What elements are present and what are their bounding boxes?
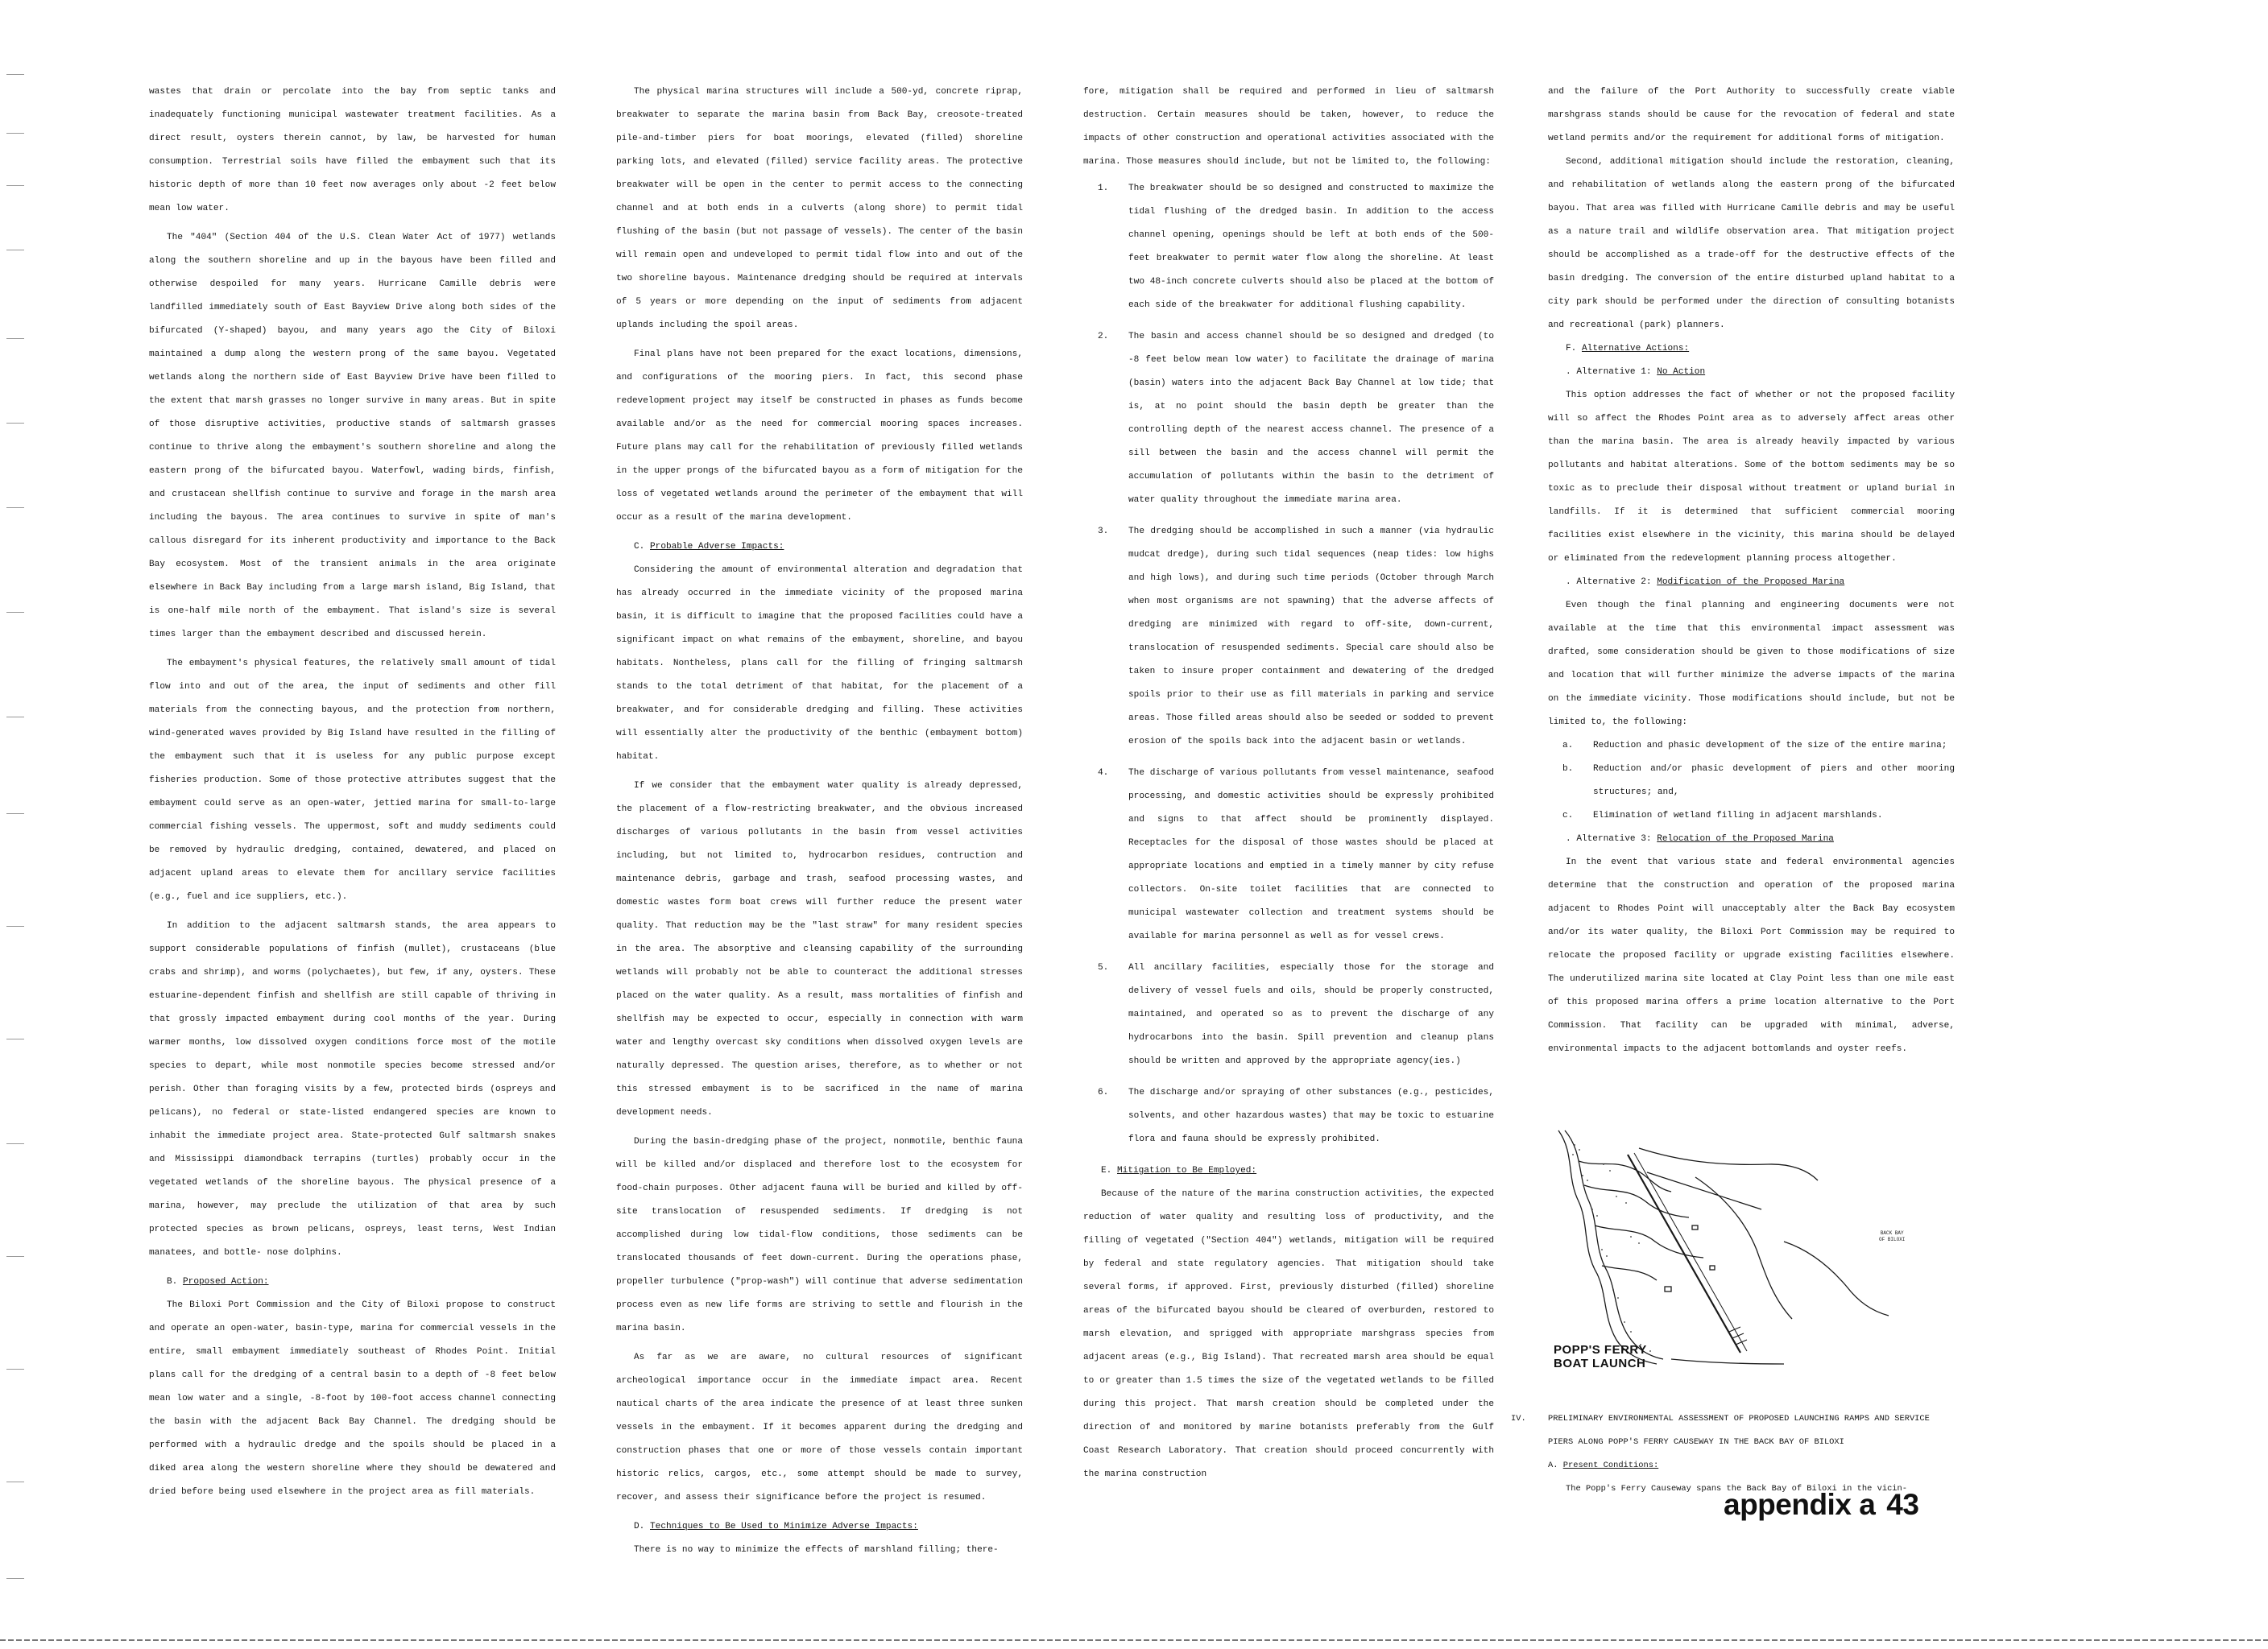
list-item-text: Elimination of wetland filling in adjacent marshlands.: [1593, 811, 1883, 820]
section-numeral: IV.: [1511, 1414, 1526, 1424]
map-label-line: OF BILOXI: [1879, 1237, 1906, 1242]
heading-prefix: B.: [167, 1277, 178, 1287]
alternative-2-heading: [1548, 571, 1955, 594]
map-causeway: [1634, 1153, 1747, 1351]
scan-margin-mark: [6, 612, 24, 613]
list-item: [1083, 762, 1494, 948]
alternative-title: Modification of the Proposed Marina: [1657, 577, 1845, 587]
paragraph: There is no way to minimize the effects of marshland filling; there-: [634, 1545, 999, 1555]
alternative-title: No Action: [1657, 367, 1706, 377]
section-heading-b: [149, 1271, 556, 1294]
map-shoreline: [1565, 1130, 1663, 1359]
scan-margin-mark: [6, 133, 24, 134]
section-heading-f: [1548, 337, 1955, 361]
scan-bottom-edge: [0, 1639, 2268, 1641]
map-shoreline: [1558, 1130, 1657, 1364]
heading-text: Techniques to Be Used to Minimize Adverse Impacts:: [650, 1522, 918, 1531]
figure-caption: [1554, 1343, 1647, 1370]
heading-text: Present Conditions:: [1562, 1461, 1659, 1470]
heading-text: Probable Adverse Impacts:: [650, 542, 784, 552]
map-label-line: BACK BAY: [1880, 1230, 1904, 1236]
page-number: 43: [1886, 1488, 1919, 1521]
alternative-1-heading: [1548, 361, 1955, 384]
paragraph: The physical marina structures will include a 500-yd, concrete riprap, breakwater to separate the marina basin from Back Bay, creosote-treated pile-and-timber piers for boat moorings, elevated (filled) shoreline parking lots, and elevated (filled) service facility areas. The protective breakwater will be open in the center to permit access to the connecting channel and at both ends in a culverts (along shore) to permit tidal flushing of the basin (but not passage of vessels). The center of the basin will remain open and undeveloped to permit tidal flow into and out of the two shoreline bayous. Maintenance dredging should be required at intervals of 5 years or more depending on the input of sediments from adjacent uplands including the spoil areas.: [616, 87, 1023, 330]
list-item: [1548, 758, 1955, 804]
scan-margin-mark: [6, 813, 24, 814]
list-number: 6.: [1098, 1088, 1109, 1097]
paragraph: wastes that drain or percolate into the bay from septic tanks and inadequately functioning municipal wastewater treatment facilities. As a direct result, oysters therein cannot, by law, be harvested for human consumption. Terrestrial soils have filled the embayment such that its historic depth of more than 10 feet now averages only about -2 feet below mean low water.: [149, 87, 556, 213]
paragraph: The embayment's physical features, the relatively small amount of tidal flow into and out of the area, the input of sediments and other fill materials from the connecting bayous, and the protection from northern, wind-generated waves provided by Big Island have resulted in the filling of the embayment such that it is useless for any public purpose except fisheries production. Some of those protective attributes suggest that the embayment could serve as an open-water, jettied marina for small-to-large commercial fishing vessels. The uppermost, soft and muddy sediments could be removed by hydraulic dredging, contained, dewatered, and placed on adjacent upland areas to elevate them for ancillary service facilities (e.g., fuel and ice suppliers, etc.).: [149, 659, 556, 902]
list-number: 2.: [1098, 332, 1109, 341]
paragraph: The Biloxi Port Commission and the City of Biloxi propose to construct and operate an open-water, basin-type, marina for commercial vessels in the entire, small embayment immediately southeast of Rhodes Point. Initial plans call for the dredging of a central basin to a depth of -8 feet below mean low water and a single, -8-foot by 100-foot access channel connecting the basin with the adjacent Back Bay Channel. The dredging should be performed with a hydraulic dredge and the spoils should be placed in a diked area along the western shoreline where they should be dewatered and dried before being used elsewhere in the project area as fill materials.: [149, 1300, 556, 1497]
paragraph: The "404" (Section 404 of the U.S. Clean Water Act of 1977) wetlands along the southern shoreline and up in the bayous have been filled and otherwise despoiled for many years. Hurricane Camille debris were landfilled immediately south of East Bayview Drive along both sides of the bifurcated (Y-shaped) bayou, and many years ago the City of Biloxi maintained a dump along the western prong of the same bayou. Vegetated wetlands along the northern side of East Bayview Drive have been filled to the extent that marsh grasses no longer survive in many areas. But in spite of those disruptive activities, productive stands of saltmarsh grasses continue to thrive along the embayment's southern shoreline and along the eastern prong of the bifurcated bayou. Waterfowl, wading birds, finfish, and crustacean shellfish continue to survive and forage in the marsh area including the bayous. The area continues to survive in spite of man's callous disregard for its inherent productivity and importance to the Back Bay ecosystem. Most of the transient animals in the area originate elsewhere in Back Bay including from a large marsh island, Big Island, that is one-half mile north of the embayment. That island's size is several times larger than the embayment described and discussed herein.: [149, 233, 556, 639]
paragraph: Second, additional mitigation should include the restoration, cleaning, and rehabilitation of wetlands along the eastern prong of the bifurcated bayou. That area was filled with Hurricane Camille debris and may be useful as a nature trail and wildlife observation area. That mitigation project should be accomplished as a trade-off for the destructive effects of the basin dredging. The conversion of the entire disturbed upland habitat to a city park should be performed under the direction of consulting botanists and recreational (park) planners.: [1548, 157, 1955, 330]
text-column-3: [1083, 81, 1494, 1522]
map-linework: [1558, 1130, 1889, 1364]
paragraph: In addition to the adjacent saltmarsh stands, the area appears to support considerable populations of finfish (mullet), crustaceans (blue crabs and shrimp), and worms (polychaetes), but few, if any, oysters. These estuarine-dependent finfish and shellfish are still capable of thriving in that grossly impacted embayment during cool months of the year. During warmer months, low dissolved oxygen conditions force most of the motile species to depart, while most nonmotile species become stressed and/or perish. Other than foraging visits by a few, protected birds (ospreys and pelicans), no federal or state-listed endangered species are known to inhabit the immediate project area. State-protected Gulf saltmarsh snakes and Mississippi diamondback terrapins (turtles) probably occur in the vegetated wetlands of the shoreline bayous. The physical presence of a marina, however, may preclude the utilization of that area by such protected species as brown pelicans, ospreys, least terns, West Indian manatees, and bottle- nose dolphins.: [149, 921, 556, 1258]
paragraph: and the failure of the Port Authority to successfully create viable marshgrass stands should be cause for the revocation of federal and state wetland permits and/or the requirement for additional forms of mitigation.: [1548, 87, 1955, 143]
text-column-1: [149, 81, 556, 1522]
heading-prefix: D.: [634, 1522, 645, 1531]
map-label-back-bay: [1879, 1230, 1905, 1243]
map-bayou: [1595, 1225, 1703, 1258]
list-item: [1083, 325, 1494, 512]
section-heading-a: [1511, 1454, 1955, 1477]
text-column-2: [616, 81, 1023, 1555]
list-item: [1083, 1081, 1494, 1151]
scan-margin-mark: [6, 507, 24, 508]
map-shoreline: [1671, 1359, 1784, 1364]
paragraph: This option addresses the fact of whether or not the proposed facility will so affect the Rhodes Point area as to adversely affect areas other than the marina basin. The area is already heavily impacted by various pollutants and habitat alterations. Some of the bottom sediments may be so toxic as to preclude their disposal without treatment or upland burial in landfills. If it is determined that sufficient commercial mooring facilities exist elsewhere in the vicinity, this marina should be delayed or eliminated from the redevelopment planning process altogether.: [1548, 391, 1955, 564]
section-iv: [1511, 1407, 1955, 1501]
paragraph: Considering the amount of environmental alteration and degradation that has already occurred in the immediate vicinity of the proposed marina basin, it is difficult to imagine that the proposed facilities could have a significant impact on what remains of the embayment, shoreline, and bayou habitats. Nontheless, plans call for the filling of fringing saltmarsh stands to the total detriment of that habitat, for the placement of a breakwater, and for considerable dredging and filling. These activities will essentially alter the productivity of the benthic (embayment bottom) habitat.: [616, 565, 1023, 762]
paragraph: Even though the final planning and engineering documents were not available at the time that this environmental impact assessment was drafted, some consideration should be given to those modifications of size and location that will further minimize the adverse impacts of the marina on the immediate vicinity. Those modifications should include, but not be limited to, the following:: [1548, 601, 1955, 727]
paragraph: If we consider that the embayment water quality is already depressed, the placement of a flow-restricting breakwater, and the obvious increased discharges of various pollutants in the basin from vessel activities including, but not limited to, hydrocarbon residues, contruction and maintenance debris, garbage and trash, seafood processing wastes, and domestic wastes form boat crews will further reduce the present water quality. That reduction may be the "last straw" for many resident species in the area. The absorptive and cleansing capability of the surrounding wetlands will probably not be able to counteract the additional stresses placed on the water quality. As a result, mass mortalities of finfish and shellfish may be expected to occur, especially in connection with warm water and lengthy overcast sky conditions when dissolved oxygen levels are naturally depressed. The question arises, therefore, as to whether or not this stressed embayment is to be sacrificed in the name of marina development needs.: [616, 781, 1023, 1118]
text-column-4: [1548, 81, 1955, 1127]
scan-margin-mark: [6, 1369, 24, 1370]
heading-text: Mitigation to Be Employed:: [1117, 1166, 1257, 1176]
heading-prefix: C.: [634, 542, 645, 552]
heading-prefix: A.: [1548, 1461, 1558, 1470]
list-item: [1083, 177, 1494, 317]
scan-margin-mark: [6, 185, 24, 186]
alternative-prefix: . Alternative 2:: [1566, 577, 1652, 587]
heading-text: Alternative Actions:: [1582, 344, 1690, 353]
list-item-text: The discharge and/or spraying of other substances (e.g., pesticides, solvents, and other hazardous wastes) that may be toxic to estuarine flora and fauna should be expressly prohibited.: [1128, 1088, 1494, 1144]
heading-text: Proposed Action:: [183, 1277, 269, 1287]
paragraph: Because of the nature of the marina construction activities, the expected reduction of water quality and resulting loss of productivity, and the filling of vegetated ("Section 404") wetlands, mitigation will be required by federal and state regulatory agencies. That mitigation should take several forms, if approved. First, previously disturbed (filled) shoreline areas of the bifurcated bayou should be cleared of overburden, restored to marsh elevation, and sprigged with appropriate marshgrass species from adjacent areas (e.g., Big Island). That recreated marsh area should be equal to or greater than 1.5 times the size of the vegetated wetlands to be filled during this project. That marsh creation should be completed under the direction of and monitored by marine botanists preferably from the Gulf Coast Research Laboratory. That creation should proceed concurrently with the marina construction: [1083, 1189, 1494, 1479]
list-item-text: Reduction and/or phasic development of piers and other mooring structures; and,: [1593, 764, 1955, 797]
section-heading-d: [616, 1515, 1023, 1539]
paragraph: fore, mitigation shall be required and performed in lieu of saltmarsh destruction. Certain measures should be taken, however, to reduce the impacts of other construction and operational activities associated with the marina. Those measures should include, but not be limited to, the following:: [1083, 87, 1494, 167]
list-item-text: The dredging should be accomplished in such a manner (via hydraulic mudcat dredge), during such tidal sequences (neap tides: low highs and high lows), and during such time periods (October through March when most organisms are not spawning) that the adverse affects of dredging are minimized with regard to off-site, down-current, translocation of resuspended sediments. Special care should also be taken to insure proper containment and dewatering of the dredged spoils prior to their use as fill materials in parking and service areas. Those filled areas should also be seeded or sodded to prevent erosion of the spoils back into the adjacent basin or wetlands.: [1128, 527, 1494, 746]
list-item-text: All ancillary facilities, especially those for the storage and delivery of vessel fuels and oils, should be properly constructed, maintained, and operated so as to prevent the discharge of any hydrocarbons into the basin. Spill prevention and cleanup plans should be written and approved by the appropriate agency(ies.): [1128, 963, 1494, 1066]
scan-margin-mark: [6, 423, 24, 424]
list-number: 1.: [1098, 184, 1109, 193]
map-facility: [1665, 1287, 1671, 1292]
map-facility: [1692, 1225, 1698, 1230]
alternative-prefix: . Alternative 3:: [1566, 834, 1652, 844]
paragraph: During the basin-dredging phase of the project, nonmotile, benthic fauna will be killed and/or displaced and therefore lost to the ecosystem for food-chain purposes. Other adjacent fauna will be buried and killed by off-site translocation of resuspended sediments. If dredging is not accomplished during low tidal-flow conditions, those sediments can be translocated thousands of feet down-current. During the operations phase, propeller turbulence ("prop-wash") will continue that adverse sedimentation process even as new life forms are striving to settle and flourish in the marina basin.: [616, 1137, 1023, 1333]
list-letter: b.: [1562, 764, 1574, 774]
section-iv-title: [1511, 1407, 1955, 1454]
list-number: 5.: [1098, 963, 1109, 973]
alternative-3-heading: [1548, 828, 1955, 851]
list-item-text: The discharge of various pollutants from vessel maintenance, seafood processing, and domestic activities should be expressly prohibited and signs to that affect should be prominently displayed. Receptacles for the disposal of those wastes should be placed at appropriate locations and emptied in a timely manner by city refuse collectors. On-site toilet facilities that are connected to municipal wastewater collection and treatment systems should be available for marina personnel as well as for vessel crews.: [1128, 768, 1494, 941]
appendix-label: appendix a: [1724, 1488, 1876, 1521]
scan-margin-mark: [6, 74, 24, 75]
figure-caption-line: BOAT LAUNCH: [1554, 1357, 1646, 1370]
list-item-text: Reduction and phasic development of the size of the entire marina;: [1593, 741, 1947, 750]
paragraph: Final plans have not been prepared for the exact locations, dimensions, and configurations of the mooring piers. In fact, this second phase redevelopment project may itself be constructed in phases as funds become available and/or as the need for commercial mooring spaces increases. Future plans may call for the rehabilitation of previously filled wetlands in the upper prongs of the bifurcated bayou as a form of mitigation for the loss of vegetated wetlands around the perimeter of the embayment that will occur as a result of the marina development.: [616, 349, 1023, 523]
list-item: [1548, 804, 1955, 828]
list-item: [1083, 957, 1494, 1073]
list-letter: c.: [1562, 811, 1574, 820]
map-bayou: [1584, 1185, 1689, 1217]
mitigation-measures-list: [1083, 177, 1494, 1151]
alternative-title: Relocation of the Proposed Marina: [1657, 834, 1834, 844]
section-title: PRELIMINARY ENVIRONMENTAL ASSESSMENT OF PROPOSED LAUNCHING RAMPS AND SERVICE PIERS ALONG POPP'S FERRY CAUSEWAY IN THE BACK BAY OF BILOXI: [1548, 1414, 1930, 1447]
heading-prefix: F.: [1566, 344, 1577, 353]
boat-launch-map-figure: [1550, 1129, 1953, 1370]
list-item: [1083, 520, 1494, 754]
map-facility: [1710, 1266, 1715, 1270]
list-number: 3.: [1098, 527, 1109, 536]
figure-caption-line: POPP'S FERRY: [1554, 1343, 1647, 1357]
list-item-text: The breakwater should be so designed and constructed to maximize the tidal flushing of the dredged basin. In addition to the access channel opening, openings should be left at both ends of the 500-feet breakwater to permit water flow along the shoreline. At least two 48-inch concrete culverts should also be placed at the bottom of each side of the breakwater for additional flushing capability.: [1128, 184, 1494, 310]
heading-prefix: E.: [1101, 1166, 1112, 1176]
list-item-text: The basin and access channel should be so designed and dredged (to -8 feet below mean low water) to facilitate the drainage of marina (basin) waters into the adjacent Back Bay Channel at low tide; that is, at no point should the basin depth be greater than the controlling depth of the nearest access channel. The presence of a sill between the basin and the access channel will permit the accumulation of pollutants within the basin to the detriment of water quality throughout the immediate marina area.: [1128, 332, 1494, 505]
alternative-prefix: . Alternative 1:: [1566, 367, 1652, 377]
modifications-list: [1548, 734, 1955, 828]
scan-margin-mark: [6, 1143, 24, 1144]
section-heading-e: [1083, 1159, 1494, 1183]
paragraph: The Popp's Ferry Causeway spans the Back Bay of Biloxi in the vicin-: [1566, 1484, 1908, 1494]
paragraph: In the event that various state and federal environmental agencies determine that the construction and operation of the proposed marina adjacent to Rhodes Point will unacceptably alter the Back Bay ecosystem and/or its water quality, the Biloxi Port Commission may be required to relocate the proposed facility or upgrade existing facilities elsewhere. The underutilized marina site located at Clay Point less than one mile east of this proposed marina offers a prime location alternative to the Port Commission. That facility can be upgraded with minimal, adverse, environmental impacts to the adjacent bottomlands and oyster reefs.: [1548, 858, 1955, 1054]
paragraph: As far as we are aware, no cultural resources of significant archeological importance occur in the immediate impact area. Recent nautical charts of the area indicate the presence of at least three sunken vessels in the embayment. If it becomes apparent during the dredging and construction phases that one or more of those vessels contain important historic relics, cargos, etc., some attempt should be made to survey, recover, and assess their significance before the project is resumed.: [616, 1353, 1023, 1502]
section-heading-c: [616, 535, 1023, 559]
scan-margin-mark: [6, 1256, 24, 1257]
list-number: 4.: [1098, 768, 1109, 778]
list-letter: a.: [1562, 741, 1574, 750]
map-bay-outline: [1784, 1242, 1889, 1316]
list-item: [1548, 734, 1955, 758]
page-footer: [1724, 1488, 1918, 1522]
scan-margin-mark: [6, 338, 24, 339]
map-channel: [1639, 1148, 1818, 1180]
scan-margin-mark: [6, 926, 24, 927]
scan-margin-mark: [6, 1578, 24, 1579]
map-channel: [1647, 1172, 1761, 1209]
